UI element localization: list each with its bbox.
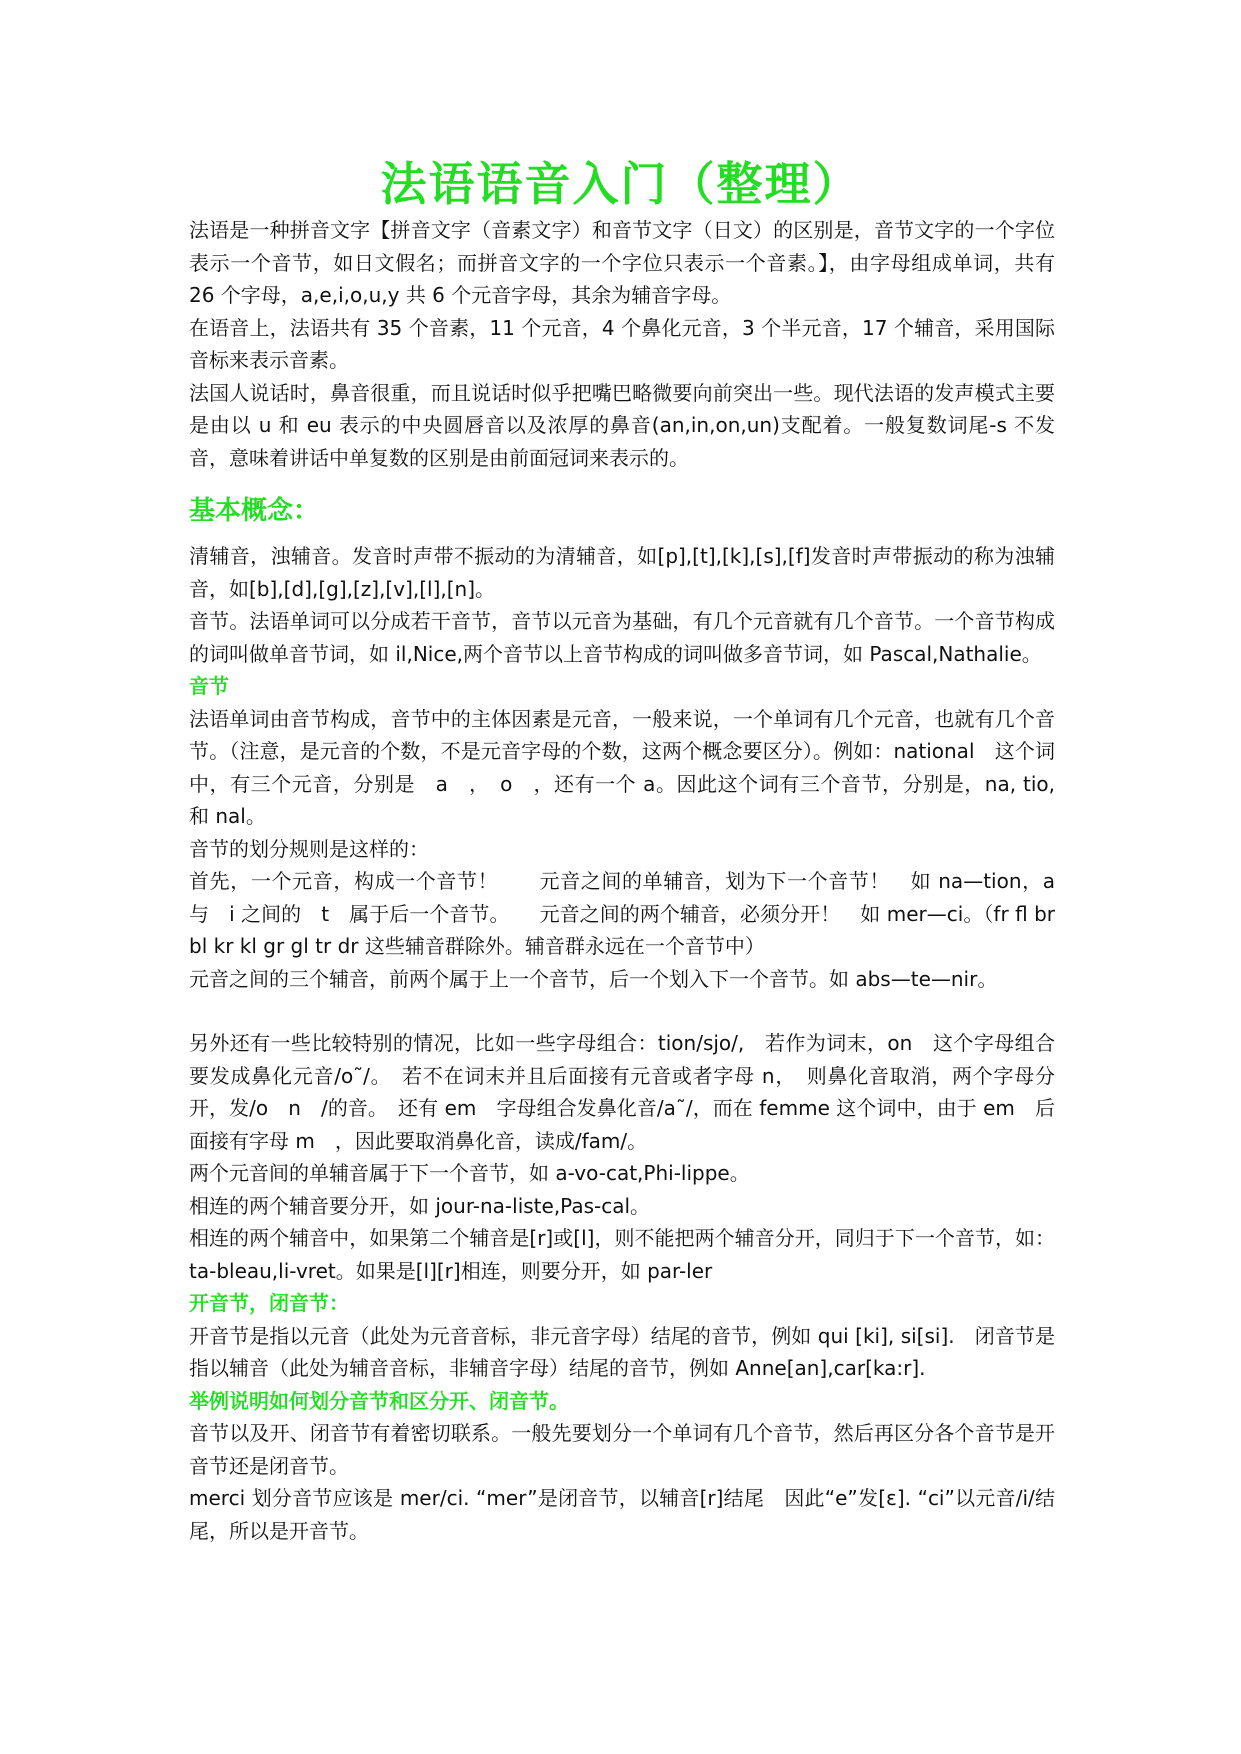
intro-paragraph: 法语是一种拼音文字【拼音文字（音素文字）和音节文字（日文）的区别是，音节文字的一个字位表示一个音节，如日文假名；而拼音文字的一个字位只表示一个音素。】，由字母组成单词，共有 26 个字母，a,e,i,o,u,y 共 6 个元音字母，其余为辅音字母。 [189,218,1055,307]
document-body [189,214,1055,1547]
body-paragraph: 两个元音间的单辅音属于下一个音节，如 a-vo-cat,Phi-lippe。 [189,1161,750,1185]
body-paragraph: 清辅音，浊辅音。发音时声带不振动的为清辅音，如[p],[t],[k],[s],[f]发音时声带振动的称为浊辅音，如[b],[d],[g],[z],[v],[l],[n]。 [189,544,1055,601]
paragraph-spacer [189,995,1055,1027]
body-paragraph: 开音节是指以元音（此处为元音音标，非元音字母）结尾的音节，例如 qui [ki], si[si]. 闭音节是指以辅音（此处为辅音音标，非辅音字母）结尾的音节，例如 Anne[an],car[ka:r]. [189,1323,1055,1380]
body-paragraph: 法语单词由音节构成，音节中的主体因素是元音，一般来说，一个单词有几个元音，也就有几个音节。（注意，是元音的个数，不是元音字母的个数，这两个概念要区分）。例如：national 这个词中，有三个元音，分别是 a ， o ，还有一个 a。因此这个词有三个音节，分别是，na, tio, 和 nal。 [189,706,1055,828]
body-paragraph: 相连的两个辅音中，如果第二个辅音是[r]或[l]，则不能把两个辅音分开，同归于下一个音节，如：ta-bleau,li-vret。如果是[l][r]相连，则要分开，如 par-ler [189,1226,1055,1283]
section-heading-example: 举例说明如何划分音节和区分开、闭音节。 [189,1388,569,1413]
body-paragraph: 首先，一个元音，构成一个音节！ 元音之间的单辅音，划为下一个音节！ 如 na—tion，a 与 i 之间的 t 属于后一个音节。 元音之间的两个辅音，必须分开！ 如 mer—ci。（fr fl br bl kr kl gr gl tr dr 这些辅音群除外。辅音群永远在一个音节中） [189,869,1055,958]
section-heading-basic: 基本概念： [189,496,320,526]
body-paragraph: 元音之间的三个辅音，前两个属于上一个音节，后一个划入下一个音节。如 abs—te—nir。 [189,966,998,991]
body-paragraph: 另外还有一些比较特别的情况，比如一些字母组合：tion/sjo/, 若作为词末，on 这个字母组合要发成鼻化元音/o˜/。 若不在词末并且后面接有元音或者字母 n， 则鼻化音取消，两个字母分开，发/o n /的音。 还有 em 字母组合发鼻化音/a˜/，而在 femme 这个词中，由于 em 后面接有字母 m ，因此要取消鼻化音，读成/fam/。 [189,1031,1055,1153]
body-paragraph: 音节的划分规则是这样的： [189,836,429,861]
body-paragraph: 音节以及开、闭音节有着密切联系。一般先要划分一个单词有几个音节，然后再区分各个音节是开音节还是闭音节。 [189,1421,1055,1478]
section-heading-syllable: 音节 [189,674,229,698]
body-paragraph: 相连的两个辅音要分开，如 jour-na-liste,Pas-cal。 [189,1193,651,1218]
body-paragraph: 音节。法语单词可以分成若干音节，音节以元音为基础，有几个元音就有几个音节。一个音节构成的词叫做单音节词，如 il,Nice,两个音节以上音节构成的词叫做多音节词，如 Pascal,Nathalie。 [189,609,1055,666]
intro-paragraph: 在语音上，法语共有 35 个音素，11 个元音，4 个鼻化元音，3 个半元音，17 个辅音，采用国际音标来表示音素。 [189,315,1055,372]
document-title: 法语语音入门（整理） [380,157,861,211]
intro-paragraph: 法国人说话时，鼻音很重，而且说话时似乎把嘴巴略微要向前突出一些。现代法语的发声模式主要是由以 u 和 eu 表示的中央圆唇音以及浓厚的鼻音(an,in,on,un)支配着。一般复数词尾-s 不发音，意味着讲话中单复数的区别是由前面冠词来表示的。 [189,380,1055,470]
section-heading-open-closed: 开音节，闭音节： [189,1291,349,1315]
body-paragraph: merci 划分音节应该是 mer/ci. “mer”是闭音节，以辅音[r]结尾 因此“e”发[ɛ]. “ci”以元音/i/结尾，所以是开音节。 [189,1486,1055,1543]
